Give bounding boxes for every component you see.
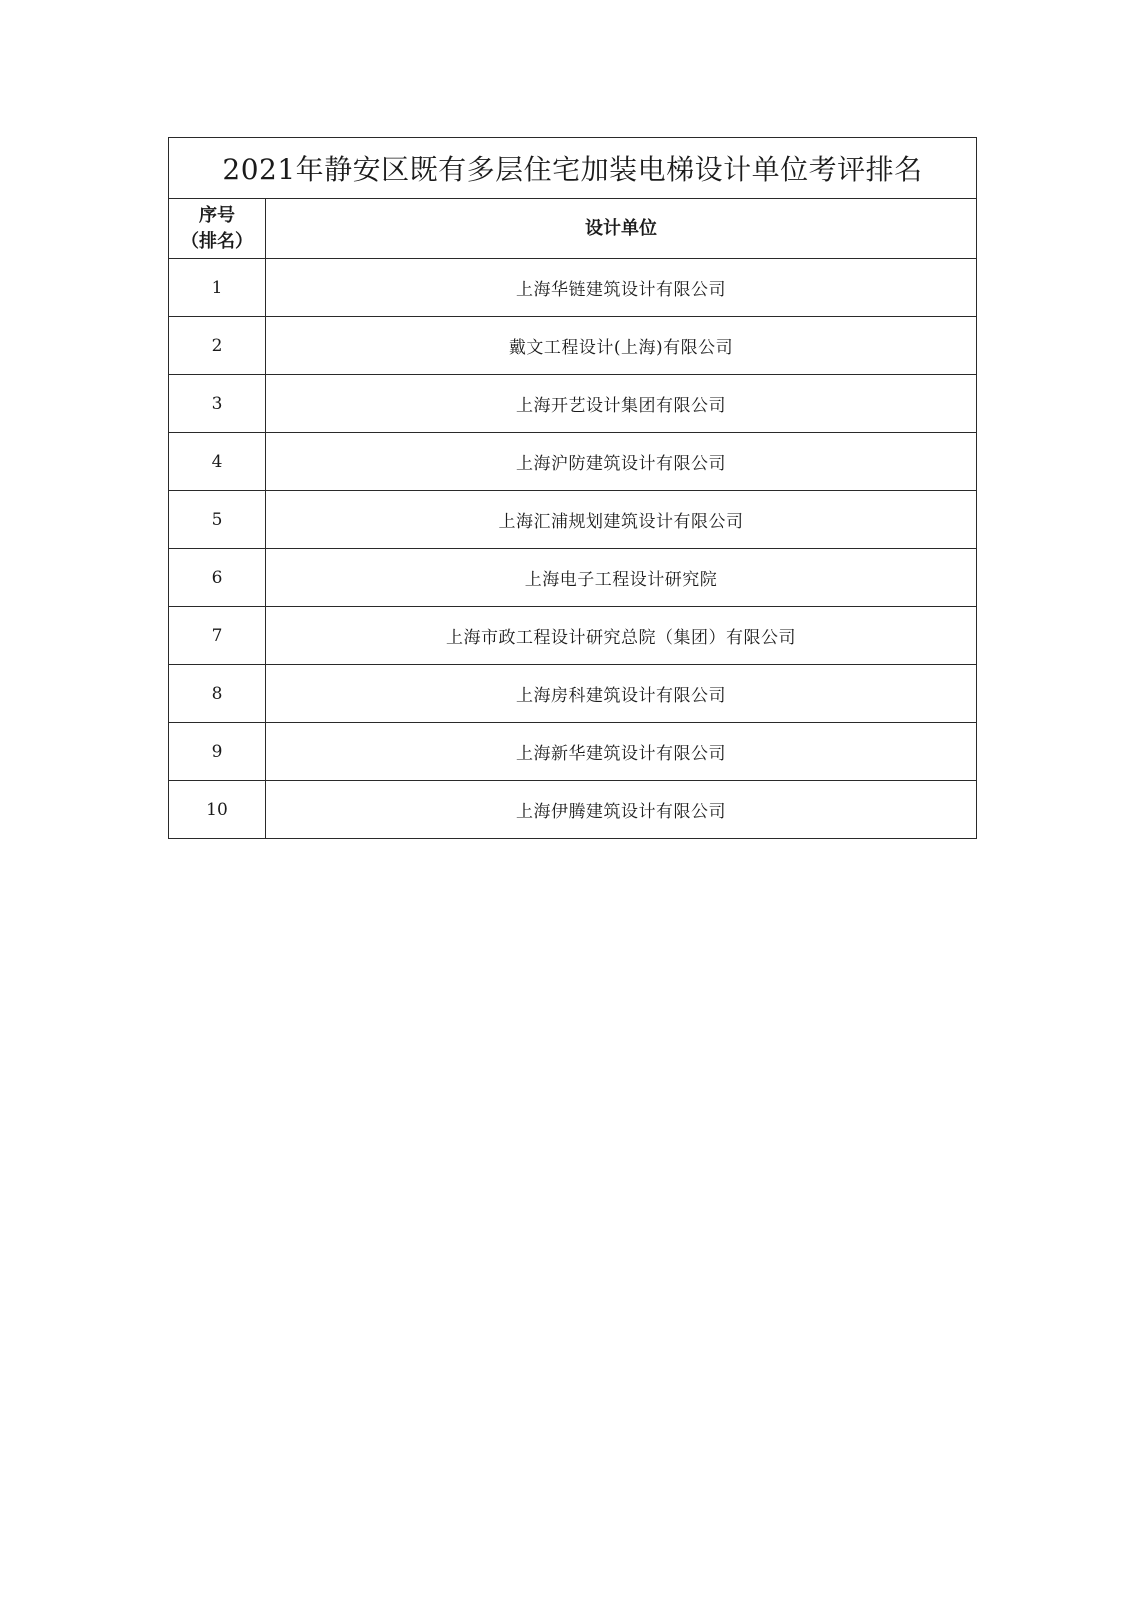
table-row bbox=[169, 259, 977, 317]
title-row bbox=[169, 138, 977, 199]
rank-header-line1: 序号 bbox=[199, 204, 235, 226]
table-row bbox=[169, 665, 977, 723]
table-body bbox=[169, 259, 977, 839]
unit-cell: 上海新华建筑设计有限公司 bbox=[266, 723, 977, 781]
unit-cell: 上海电子工程设计研究院 bbox=[266, 549, 977, 607]
unit-cell: 上海伊腾建筑设计有限公司 bbox=[266, 781, 977, 839]
unit-cell: 上海房科建筑设计有限公司 bbox=[266, 665, 977, 723]
unit-cell: 上海开艺设计集团有限公司 bbox=[266, 375, 977, 433]
header-row bbox=[169, 199, 977, 259]
rank-cell: 9 bbox=[169, 723, 266, 781]
table-row bbox=[169, 607, 977, 665]
table-title: 2021年静安区既有多层住宅加装电梯设计单位考评排名 bbox=[169, 138, 977, 199]
unit-cell: 上海汇浦规划建筑设计有限公司 bbox=[266, 491, 977, 549]
unit-cell: 上海华链建筑设计有限公司 bbox=[266, 259, 977, 317]
rank-header bbox=[169, 199, 266, 259]
table-row bbox=[169, 549, 977, 607]
rank-cell: 8 bbox=[169, 665, 266, 723]
rank-cell: 2 bbox=[169, 317, 266, 375]
table-row bbox=[169, 491, 977, 549]
rank-cell: 7 bbox=[169, 607, 266, 665]
table-row bbox=[169, 433, 977, 491]
rank-cell: 3 bbox=[169, 375, 266, 433]
unit-cell: 上海沪防建筑设计有限公司 bbox=[266, 433, 977, 491]
rank-cell: 5 bbox=[169, 491, 266, 549]
ranking-table bbox=[168, 137, 977, 839]
table-row bbox=[169, 723, 977, 781]
table-row bbox=[169, 781, 977, 839]
unit-cell: 戴文工程设计(上海)有限公司 bbox=[266, 317, 977, 375]
rank-cell: 6 bbox=[169, 549, 266, 607]
table-row bbox=[169, 317, 977, 375]
rank-cell: 10 bbox=[169, 781, 266, 839]
rank-cell: 1 bbox=[169, 259, 266, 317]
table-row bbox=[169, 375, 977, 433]
rank-cell: 4 bbox=[169, 433, 266, 491]
unit-header: 设计单位 bbox=[266, 199, 977, 259]
unit-cell: 上海市政工程设计研究总院（集团）有限公司 bbox=[266, 607, 977, 665]
rank-header-line2: （排名） bbox=[181, 230, 253, 252]
